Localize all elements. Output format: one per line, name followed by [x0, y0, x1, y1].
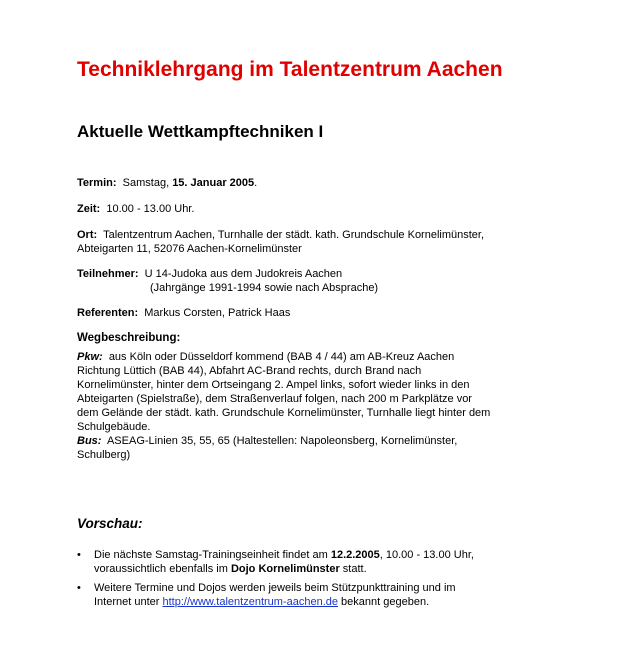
referenten-value: Markus Corsten, Patrick Haas: [144, 307, 291, 319]
b2-line1: Weitere Termine und Dojos werden jeweils beim Stützpunkttraining und im: [94, 582, 456, 594]
b1-line2-pre: voraussichtlich ebenfalls im: [94, 563, 231, 575]
bullet-icon: •: [77, 582, 81, 594]
termin-post: .: [254, 177, 258, 189]
pkw-line: Schulgebäude.: [77, 421, 151, 433]
b1-dojo: Dojo Kornelimünster: [230, 563, 340, 575]
termin-label: Termin:: [77, 177, 117, 189]
teilnehmer-line2: (Jahrgänge 1991-1994 sowie nach Absprache): [150, 282, 379, 294]
vorschau-title: Vorschau:: [77, 516, 143, 531]
referenten-row: [77, 306, 517, 320]
pkw-line: Abteigarten (Spielstraße), dem Straßenverlauf folgen, nach 200 m Parkplätze vor: [77, 393, 472, 405]
pkw-line: Richtung Lüttich (BAB 44), Abfahrt AC-Brand rechts, durch Brand nach: [77, 365, 422, 377]
list-item: [77, 548, 474, 576]
teilnehmer-row: [77, 267, 517, 295]
bullet-icon: •: [77, 549, 81, 561]
wegbeschreibung-title: Wegbeschreibung:: [77, 332, 181, 344]
b2-line2-post: bekannt gegeben.: [337, 596, 430, 608]
referenten-label: Referenten:: [77, 307, 139, 319]
termin-date: 15. Januar 2005: [172, 177, 255, 189]
pkw-block: [77, 350, 517, 434]
pkw-line: aus Köln oder Düsseldorf kommend (BAB 4 / 44) am AB-Kreuz Aachen: [108, 351, 455, 363]
ort-label: Ort:: [77, 229, 98, 241]
zeit-value: 10.00 - 13.00 Uhr.: [106, 203, 195, 215]
b1-date: 12.2.2005: [330, 549, 380, 561]
b1-pre: Die nächste Samstag-Trainingseinheit findet am: [94, 549, 331, 561]
pkw-line: Kornelimünster, hinter dem Ortseingang 2. Ampel links, sofort wieder links in den: [77, 379, 470, 391]
bus-line: ASEAG-Linien 35, 55, 65 (Haltestellen: Napoleonsberg, Kornelimünster,: [106, 435, 458, 447]
list-item: [77, 581, 474, 609]
b1-mid: , 10.00 - 13.00 Uhr,: [379, 549, 474, 561]
teilnehmer-line1: U 14-Judoka aus dem Judokreis Aachen: [144, 268, 343, 280]
ort-line2: Abteigarten 11, 52076 Aachen-Kornelimünster: [77, 243, 302, 255]
page-subtitle: Aktuelle Wettkampftechniken I: [77, 122, 324, 141]
page-title: Techniklehrgang im Talentzentrum Aachen: [77, 58, 503, 81]
ort-line1: Talentzentrum Aachen, Turnhalle der städt. kath. Grundschule Kornelimünster,: [103, 229, 485, 241]
b2-line2-pre: Internet unter: [94, 596, 163, 608]
b1-line2-post: statt.: [339, 563, 367, 575]
teilnehmer-label: Teilnehmer:: [77, 268, 139, 280]
bus-block: [77, 434, 517, 462]
pkw-label: Pkw:: [77, 351, 103, 363]
bus-label: Bus:: [77, 435, 102, 447]
pkw-line: dem Gelände der städt. kath. Grundschule Kornelimünster, Turnhalle liegt hinter dem: [77, 407, 491, 419]
wegbeschreibung-section: [77, 331, 517, 345]
termin-pre: Samstag,: [122, 177, 173, 189]
zeit-label: Zeit:: [77, 203, 101, 215]
bus-line: Schulberg): [77, 449, 131, 461]
website-link[interactable]: http://www.talentzentrum-aachen.de: [162, 596, 338, 608]
vorschau-list: [77, 548, 474, 614]
termin-row: [77, 176, 517, 190]
zeit-row: [77, 202, 517, 216]
ort-row: [77, 228, 517, 256]
